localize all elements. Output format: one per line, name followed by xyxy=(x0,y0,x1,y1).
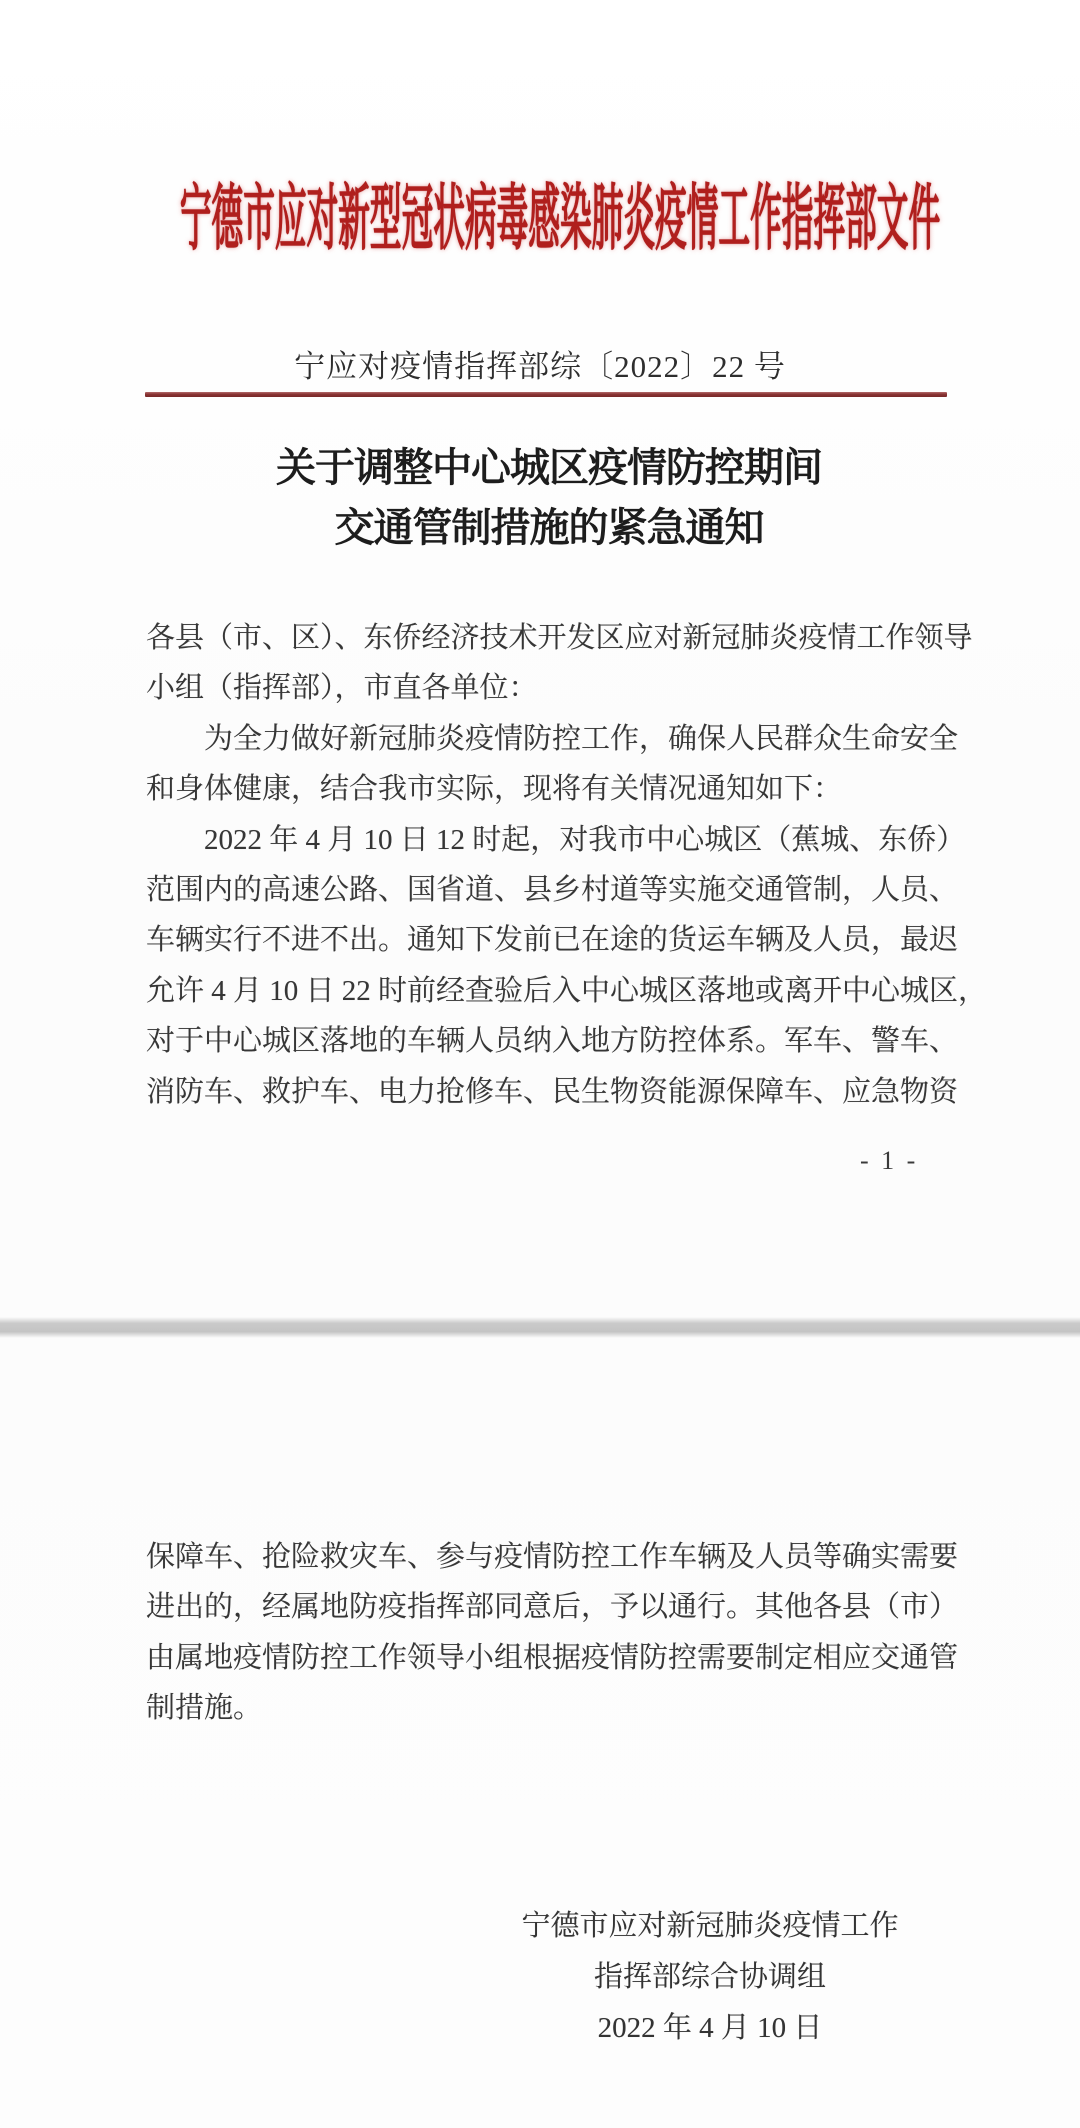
notice-title xyxy=(0,438,1080,558)
body-line: 2022 年 4 月 10 日 12 时起，对我市中心城区（蕉城、东侨） xyxy=(146,823,966,856)
body-line: 允许 4 月 10 日 22 时前经查验后入中心城区落地或离开中心城区， xyxy=(146,974,988,1007)
body-line: 制措施。 xyxy=(146,1692,263,1725)
letterhead-title-text: 宁德市应对新型冠状病毒感染肺炎疫情工作指挥部文件 xyxy=(179,179,941,259)
body-line: 对于中心城区落地的车辆人员纳入地方防控体系。军车、警车、 xyxy=(146,1025,959,1058)
letterhead-title xyxy=(20,168,1080,259)
body-line: 各县（市、区）、东侨经济技术开发区应对新冠肺炎疫情工作领导 xyxy=(146,622,973,654)
body-line: 小组（指挥部），市直各单位： xyxy=(146,672,538,705)
red-divider-line xyxy=(145,392,947,397)
body-line: 消防车、救护车、电力抢修车、民生物资能源保障车、应急物资 xyxy=(146,1075,959,1108)
body-line: 和身体健康，结合我市实际，现将有关情况通知如下： xyxy=(146,773,843,806)
doc-number: 宁应对疫情指挥部综〔2022〕22 号 xyxy=(294,349,786,384)
signature-org-line-1: 宁德市应对新冠肺炎疫情工作 xyxy=(521,1910,899,1942)
signature-block xyxy=(505,1901,915,2054)
body-line: 由属地疫情防控工作领导小组根据疫情防控需要制定相应交通管 xyxy=(146,1641,959,1674)
page2-body xyxy=(146,1532,966,1734)
signature-org-line-2: 指挥部综合协调组 xyxy=(593,1961,826,1993)
page-break-band xyxy=(0,1317,1080,1338)
page-number: - 1 - xyxy=(860,1146,919,1175)
body-line: 保障车、抢险救灾车、参与疫情防控工作车辆及人员等确实需要 xyxy=(146,1541,959,1573)
body-line: 为全力做好新冠肺炎疫情防控工作，确保人民群众生命安全 xyxy=(146,722,959,755)
signature-date: 2022 年 4 月 10 日 xyxy=(597,2012,823,2044)
body-line: 进出的，经属地防疫指挥部同意后，予以通行。其他各县（市） xyxy=(146,1591,959,1624)
body-line: 范围内的高速公路、国省道、县乡村道等实施交通管制，人员、 xyxy=(146,874,959,907)
notice-title-line-1: 关于调整中心城区疫情防控期间 xyxy=(276,445,822,490)
page1-body xyxy=(146,613,988,1117)
body-line: 车辆实行不进不出。通知下发前已在途的货运车辆及人员，最迟 xyxy=(146,924,959,957)
notice-title-line-2: 交通管制措施的紧急通知 xyxy=(334,505,764,550)
